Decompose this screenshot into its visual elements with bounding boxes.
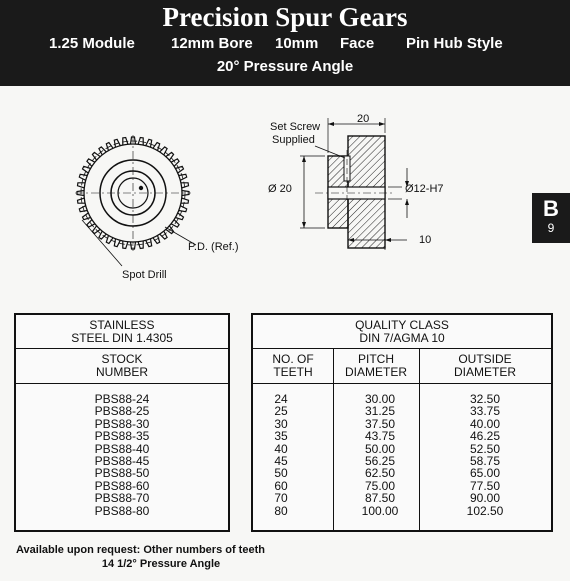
quality-table xyxy=(251,313,553,532)
spot-drill-label: Spot Drill xyxy=(122,269,167,281)
pitch-diameter-value: 56.25 xyxy=(364,453,396,468)
pitch-diameter-value: 43.75 xyxy=(364,429,396,444)
pitch-diameter-value: 37.50 xyxy=(364,416,396,431)
outside-diameter-value: 77.50 xyxy=(469,478,501,493)
width-dimension-label: 20 xyxy=(357,113,370,125)
outside-diameter-value: 40.00 xyxy=(469,416,501,431)
quality-heading-1: QUALITY CLASS xyxy=(355,318,449,332)
bore-diameter-label: Ø12-H7 xyxy=(405,183,444,195)
teeth-value: 40 xyxy=(274,441,288,456)
stock-number: PBS88-24 xyxy=(94,392,150,406)
face-width-spec: 10mm xyxy=(275,35,319,52)
page-title: Precision Spur Gears xyxy=(162,2,408,32)
stock-number-column xyxy=(16,393,228,517)
teeth-value: 45 xyxy=(274,453,288,468)
teeth-header-2: TEETH xyxy=(273,365,313,379)
divider xyxy=(253,383,551,384)
outside-diameter-value: 33.75 xyxy=(469,404,501,419)
stock-number: PBS88-40 xyxy=(94,441,150,456)
teeth-column xyxy=(253,393,309,517)
availability-note-line-2: 14 1/2° Pressure Angle xyxy=(101,558,221,570)
teeth-value: 80 xyxy=(274,503,288,518)
bore-spec: 12mm Bore xyxy=(171,35,253,52)
outside-diameter-value: 32.50 xyxy=(469,392,501,406)
section-number: 9 xyxy=(547,221,555,235)
divider xyxy=(253,348,551,349)
pitch-diameter-value: 30.00 xyxy=(364,392,396,406)
hub-style-spec: Pin Hub Style xyxy=(406,35,503,52)
gear-front-view xyxy=(75,135,196,266)
page-header xyxy=(0,0,570,86)
pd-ref-label: P.D. (Ref.) xyxy=(188,241,239,253)
gear-section-view xyxy=(300,118,409,250)
pressure-angle-subtitle: 20° Pressure Angle xyxy=(216,58,354,75)
pitch-diameter-value: 75.00 xyxy=(364,478,396,493)
availability-note xyxy=(16,543,306,571)
teeth-value: 25 xyxy=(274,404,288,419)
divider xyxy=(16,348,228,349)
material-heading-1: STAINLESS xyxy=(89,318,155,332)
stock-number: PBS88-35 xyxy=(94,429,150,444)
teeth-value: 30 xyxy=(274,416,288,431)
face-dimension-label: 10 xyxy=(419,234,432,246)
stock-number: PBS88-70 xyxy=(94,491,150,506)
teeth-value: 50 xyxy=(274,466,288,481)
pitch-diameter-value: 31.25 xyxy=(364,404,396,419)
stock-number-header-2: NUMBER xyxy=(95,365,148,379)
set-screw-label: Set Screw xyxy=(270,121,321,133)
set-screw-supplied-label: Supplied xyxy=(272,134,315,146)
teeth-value: 60 xyxy=(274,478,288,493)
spot-drill-hole xyxy=(139,186,143,190)
pitch-diameter-value: 62.50 xyxy=(364,466,396,481)
teeth-value: 24 xyxy=(274,392,288,406)
outside-diameter-value: 46.25 xyxy=(469,429,501,444)
availability-note-line-1: Available upon request: Other numbers of teeth xyxy=(16,544,265,556)
gear-technical-drawing xyxy=(0,100,520,300)
material-heading-2: STEEL DIN 1.4305 xyxy=(71,331,173,345)
stock-number: PBS88-50 xyxy=(94,466,150,481)
outside-diameter-value: 65.00 xyxy=(469,466,501,481)
quality-heading-2: DIN 7/AGMA 10 xyxy=(359,331,445,345)
stock-number-header-1: STOCK xyxy=(101,352,143,366)
outside-diameter-header-2: DIAMETER xyxy=(453,365,516,379)
face-spec: Face xyxy=(340,35,375,52)
outside-diameter-value: 102.50 xyxy=(466,503,504,518)
pitch-diameter-header-2: DIAMETER xyxy=(344,365,407,379)
outside-diameter-value: 58.75 xyxy=(469,453,501,468)
stock-number: PBS88-60 xyxy=(94,478,150,493)
outside-diameter-value: 52.50 xyxy=(469,441,501,456)
module-spec: 1.25 Module xyxy=(49,35,135,52)
pitch-diameter-value: 87.50 xyxy=(364,491,396,506)
hub-diameter-label: Ø 20 xyxy=(268,183,292,195)
stock-number: PBS88-25 xyxy=(94,404,150,419)
outside-diameter-header-1: OUTSIDE xyxy=(458,352,512,366)
teeth-header-1: NO. OF xyxy=(272,352,314,366)
pitch-diameter-value: 50.00 xyxy=(364,441,396,456)
pitch-diameter-column xyxy=(343,393,417,517)
stock-number: PBS88-45 xyxy=(94,453,150,468)
stock-number: PBS88-30 xyxy=(94,416,150,431)
teeth-value: 70 xyxy=(274,491,288,506)
material-table xyxy=(14,313,230,532)
section-letter: B xyxy=(543,196,559,221)
stock-number: PBS88-80 xyxy=(94,503,150,518)
outside-diameter-column xyxy=(419,393,551,517)
divider xyxy=(16,383,228,384)
teeth-value: 35 xyxy=(274,429,288,444)
outside-diameter-value: 90.00 xyxy=(469,491,501,506)
section-tab xyxy=(532,193,570,243)
pitch-diameter-value: 100.00 xyxy=(361,503,399,518)
pitch-diameter-header-1: PITCH xyxy=(358,352,394,366)
